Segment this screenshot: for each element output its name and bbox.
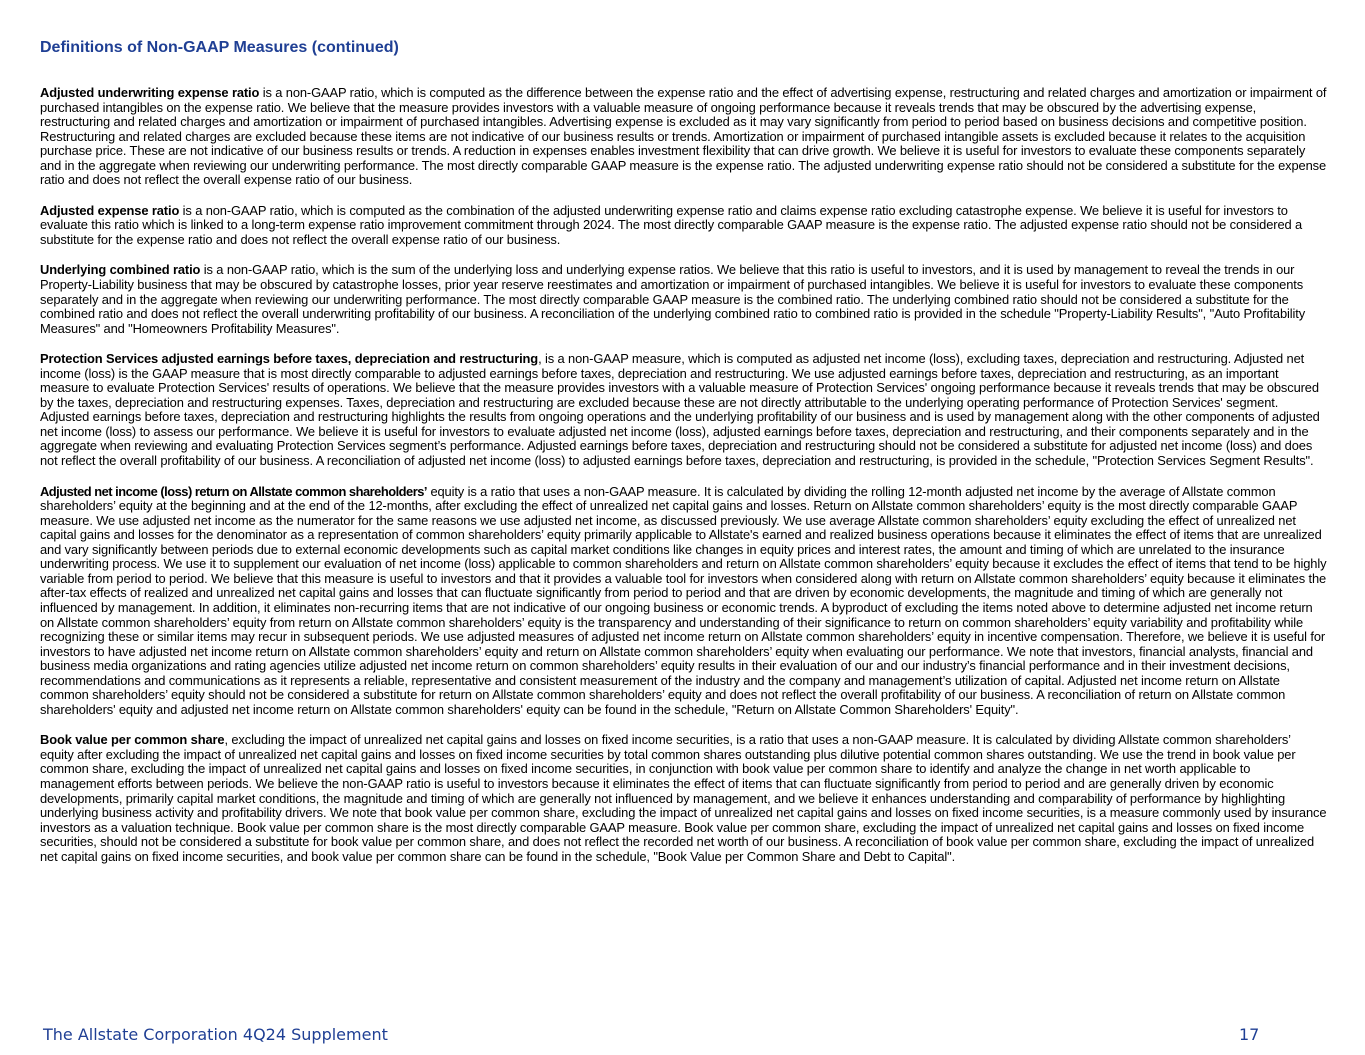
definitions-body [40,86,1327,880]
definition-underlying-combined-ratio [40,263,1327,336]
definition-adjusted-net-income-return [40,485,1327,718]
definition-term: Adjusted underwriting expense ratio [40,85,260,100]
definition-adjusted-underwriting-expense-ratio [40,86,1327,188]
definition-text: is a non-GAAP ratio, which is computed as the combination of the adjusted underwriting expense ratio and claims expense ratio excluding catastrophe expense. We believe it is useful for investors to evaluate this ratio which is linked to a long-term expense ratio improvement commitment through 2024. The most directly comparable GAAP measure is the expense ratio. The adjusted expense ratio should not be considered a substitute for the expense ratio and does not reflect the overall expense ratio of our business. [40,202,1303,247]
definition-protection-services-adjusted-earnings [40,352,1327,468]
page-title: Definitions of Non-GAAP Measures (continued) [40,39,399,56]
footer-page-number: 17 [1239,1025,1260,1044]
definition-text: is a non-GAAP ratio, which is computed as the difference between the expense ratio and the effect of advertising expense, restructuring and related charges and amortization or impairment of purchased intangibles on the expense ratio. We believe that the measure provides investors with a valuable measure of ongoing performance because it reveals trends that may be obscured by the advertising expense, restructuring and related charges and amortization or impairment of purchased intangibles. Advertising expense is excluded as it may vary significantly from period to period based on business decisions and competitive position. Restructuring and related charges are excluded because these items are not indicative of our business results or trends. Amortization or impairment of purchased intangible assets is excluded because it relates to the acquisition purchase price. These are not indicative of our business results or trends. A reduction in expenses enables investment flexibility that can drive growth. We believe it is useful for investors to evaluate these components separately and in the aggregate when reviewing our underwriting performance. The most directly comparable GAAP measure is the expense ratio. The adjusted underwriting expense ratio should not be considered a substitute for the expense ratio and does not reflect the overall expense ratio of our business. [40,85,1327,188]
definition-term: Protection Services adjusted earnings before taxes, depreciation and restructuring [40,351,539,367]
definition-text: , is a non-GAAP measure, which is computed as adjusted net income (loss), excluding taxes, depreciation and restructuring. Adjusted net income (loss) is the GAAP measure that is most directly comparable to adjusted earnings before taxes, depreciation and restructuring. We use adjusted earnings before taxes, depreciation and restructuring, as an important measure to evaluate Protection Services' results of operations. We believe that the measure provides investors with a valuable measure of Protection Services' ongoing performance because it reveals trends that may be obscured by the taxes, depreciation and restructuring expenses. Taxes, depreciation and restructuring are excluded because these are not directly attributable to the underlying operating performance of Protection Services' segment. Adjusted earnings before taxes, depreciation and restructuring highlights the results from ongoing operations and the underlying profitability of our business and is used by management along with the other components of adjusted net income (loss) to assess our performance. We believe it is useful for investors to evaluate adjusted net income (loss), adjusted earnings before taxes, depreciation and restructuring, and their components separately and in the aggregate when reviewing and evaluating Protection Services segment’s performance. Adjusted earnings before taxes, depreciation and restructuring should not be considered a substitute for adjusted net income (loss) and does not reflect the overall profitability of our business. A reconciliation of adjusted net income (loss) to adjusted earnings before taxes, depreciation and restructuring, is provided in the schedule, "Protection Services Segment Results". [40,351,1320,469]
definition-term: Book value per common share [40,732,225,748]
definition-text: , excluding the impact of unrealized net capital gains and losses on fixed income securities, is a ratio that uses a non-GAAP measure. It is calculated by dividing Allstate common shareholders’ equity after excluding the impact of unrealized net capital gains and losses on fixed income securities by total common shares outstanding plus dilutive potential common shares outstanding. We use the trend in book value per common share, excluding the impact of unrealized net capital gains and losses on fixed income securities, in conjunction with book value per common share to identify and analyze the change in net worth applicable to management efforts between periods. We believe the non-GAAP ratio is useful to investors because it eliminates the effect of items that can fluctuate significantly from period to period and are generally driven by economic developments, primarily capital market conditions, the magnitude and timing of which are generally not influenced by management, and we believe it enhances understanding and comparability of performance by highlighting underlying business activity and profitability drivers. We note that book value per common share, excluding the impact of unrealized net capital gains and losses on fixed income securities, is a measure commonly used by insurance investors as a valuation technique. Book value per common share is the most directly comparable GAAP measure. Book value per common share, excluding the impact of unrealized net capital gains and losses on fixed income securities, should not be considered a substitute for book value per common share, and does not reflect the recorded net worth of our business. A reconciliation of book value per common share, excluding the impact of unrealized net capital gains on fixed income securities, and book value per common share can be found in the schedule, "Book Value per Common Share and Debt to Capital". [40,732,1327,864]
definition-term: Underlying combined ratio [40,262,201,278]
definition-adjusted-expense-ratio [40,204,1327,248]
definition-book-value-per-common-share [40,733,1327,864]
definition-term: Adjusted expense ratio [40,202,180,218]
footer-document-title: The Allstate Corporation 4Q24 Supplement [43,1025,388,1044]
definition-text: is a non-GAAP ratio, which is the sum of the underlying loss and underlying expense ratios. We believe that this ratio is useful to investors, and it is used by management to reveal the trends in our Property-Liability business that may be obscured by catastrophe losses, prior year reserve reestimates and amortization or impairment of purchased intangibles. We believe it is useful for investors to evaluate these components separately and in the aggregate when reviewing our underwriting performance. The most directly comparable GAAP measure is the combined ratio. The underlying combined ratio should not be considered a substitute for the combined ratio and does not reflect the overall underwriting profitability of our business. A reconciliation of the underlying combined ratio to combined ratio is provided in the schedule "Property-Liability Results", "Auto Profitability Measures" and "Homeowners Profitability Measures". [40,262,1306,336]
definition-term: Adjusted net income (loss) return on Allstate common shareholders’ [40,483,427,499]
definition-text: equity is a ratio that uses a non-GAAP measure. It is calculated by dividing the rolling 12-month adjusted net income by the average of Allstate common shareholders’ equity at the beginning and at the end of the 12-months, after excluding the effect of unrealized net capital gains and losses. Return on Allstate common shareholders’ equity is the most directly comparable GAAP measure. We use adjusted net income as the numerator for the same reasons we use adjusted net income, as discussed previously. We use average Allstate common shareholders’ equity excluding the effect of unrealized net capital gains and losses for the denominator as a representation of common shareholders’ equity primarily applicable to Allstate's earned and realized business operations because it eliminates the effect of items that are unrealized and vary significantly between periods due to external economic developments such as capital market conditions like changes in equity prices and interest rates, the amount and timing of which are unrelated to the insurance underwriting process. We use it to supplement our evaluation of net income (loss) applicable to common shareholders and return on Allstate common shareholders’ equity because it excludes the effect of items that tend to be highly variable from period to period. We believe that this measure is useful to investors and that it provides a valuable tool for investors when considered along with return on Allstate common shareholders’ equity because it eliminates the after-tax effects of realized and unrealized net capital gains and losses that can fluctuate significantly from period to period and that are driven by economic developments, the magnitude and timing of which are generally not influenced by management. In addition, it eliminates non-recurring items that are not indicative of our ongoing business or economic trends. A byproduct of excluding the items noted above to determine adjusted net income return on Allstate common shareholders’ equity from return on Allstate common shareholders’ equity is the transparency and understanding of their significance to return on common shareholders’ equity variability and profitability while recognizing these or similar items may recur in subsequent periods. We use adjusted measures of adjusted net income return on Allstate common shareholders’ equity in incentive compensation. Therefore, we believe it is useful for investors to have adjusted net income return on Allstate common shareholders’ equity and return on Allstate common shareholders’ equity when evaluating our performance. We note that investors, financial analysts, financial and business media organizations and rating agencies utilize adjusted net income return on common shareholders’ equity results in their evaluation of our and our industry’s financial performance and in their investment decisions, recommendations and communications as it represents a reliable, representative and consistent measurement of the industry and the company and management’s utilization of capital. Adjusted net income return on Allstate common shareholders’ equity should not be considered a substitute for return on Allstate common shareholders’ equity and does not reflect the overall profitability of our business. A reconciliation of return on Allstate common shareholders' equity and adjusted net income return on Allstate common shareholders' equity can be found in the schedule, "Return on Allstate Common Shareholders' Equity". [40,483,1327,717]
